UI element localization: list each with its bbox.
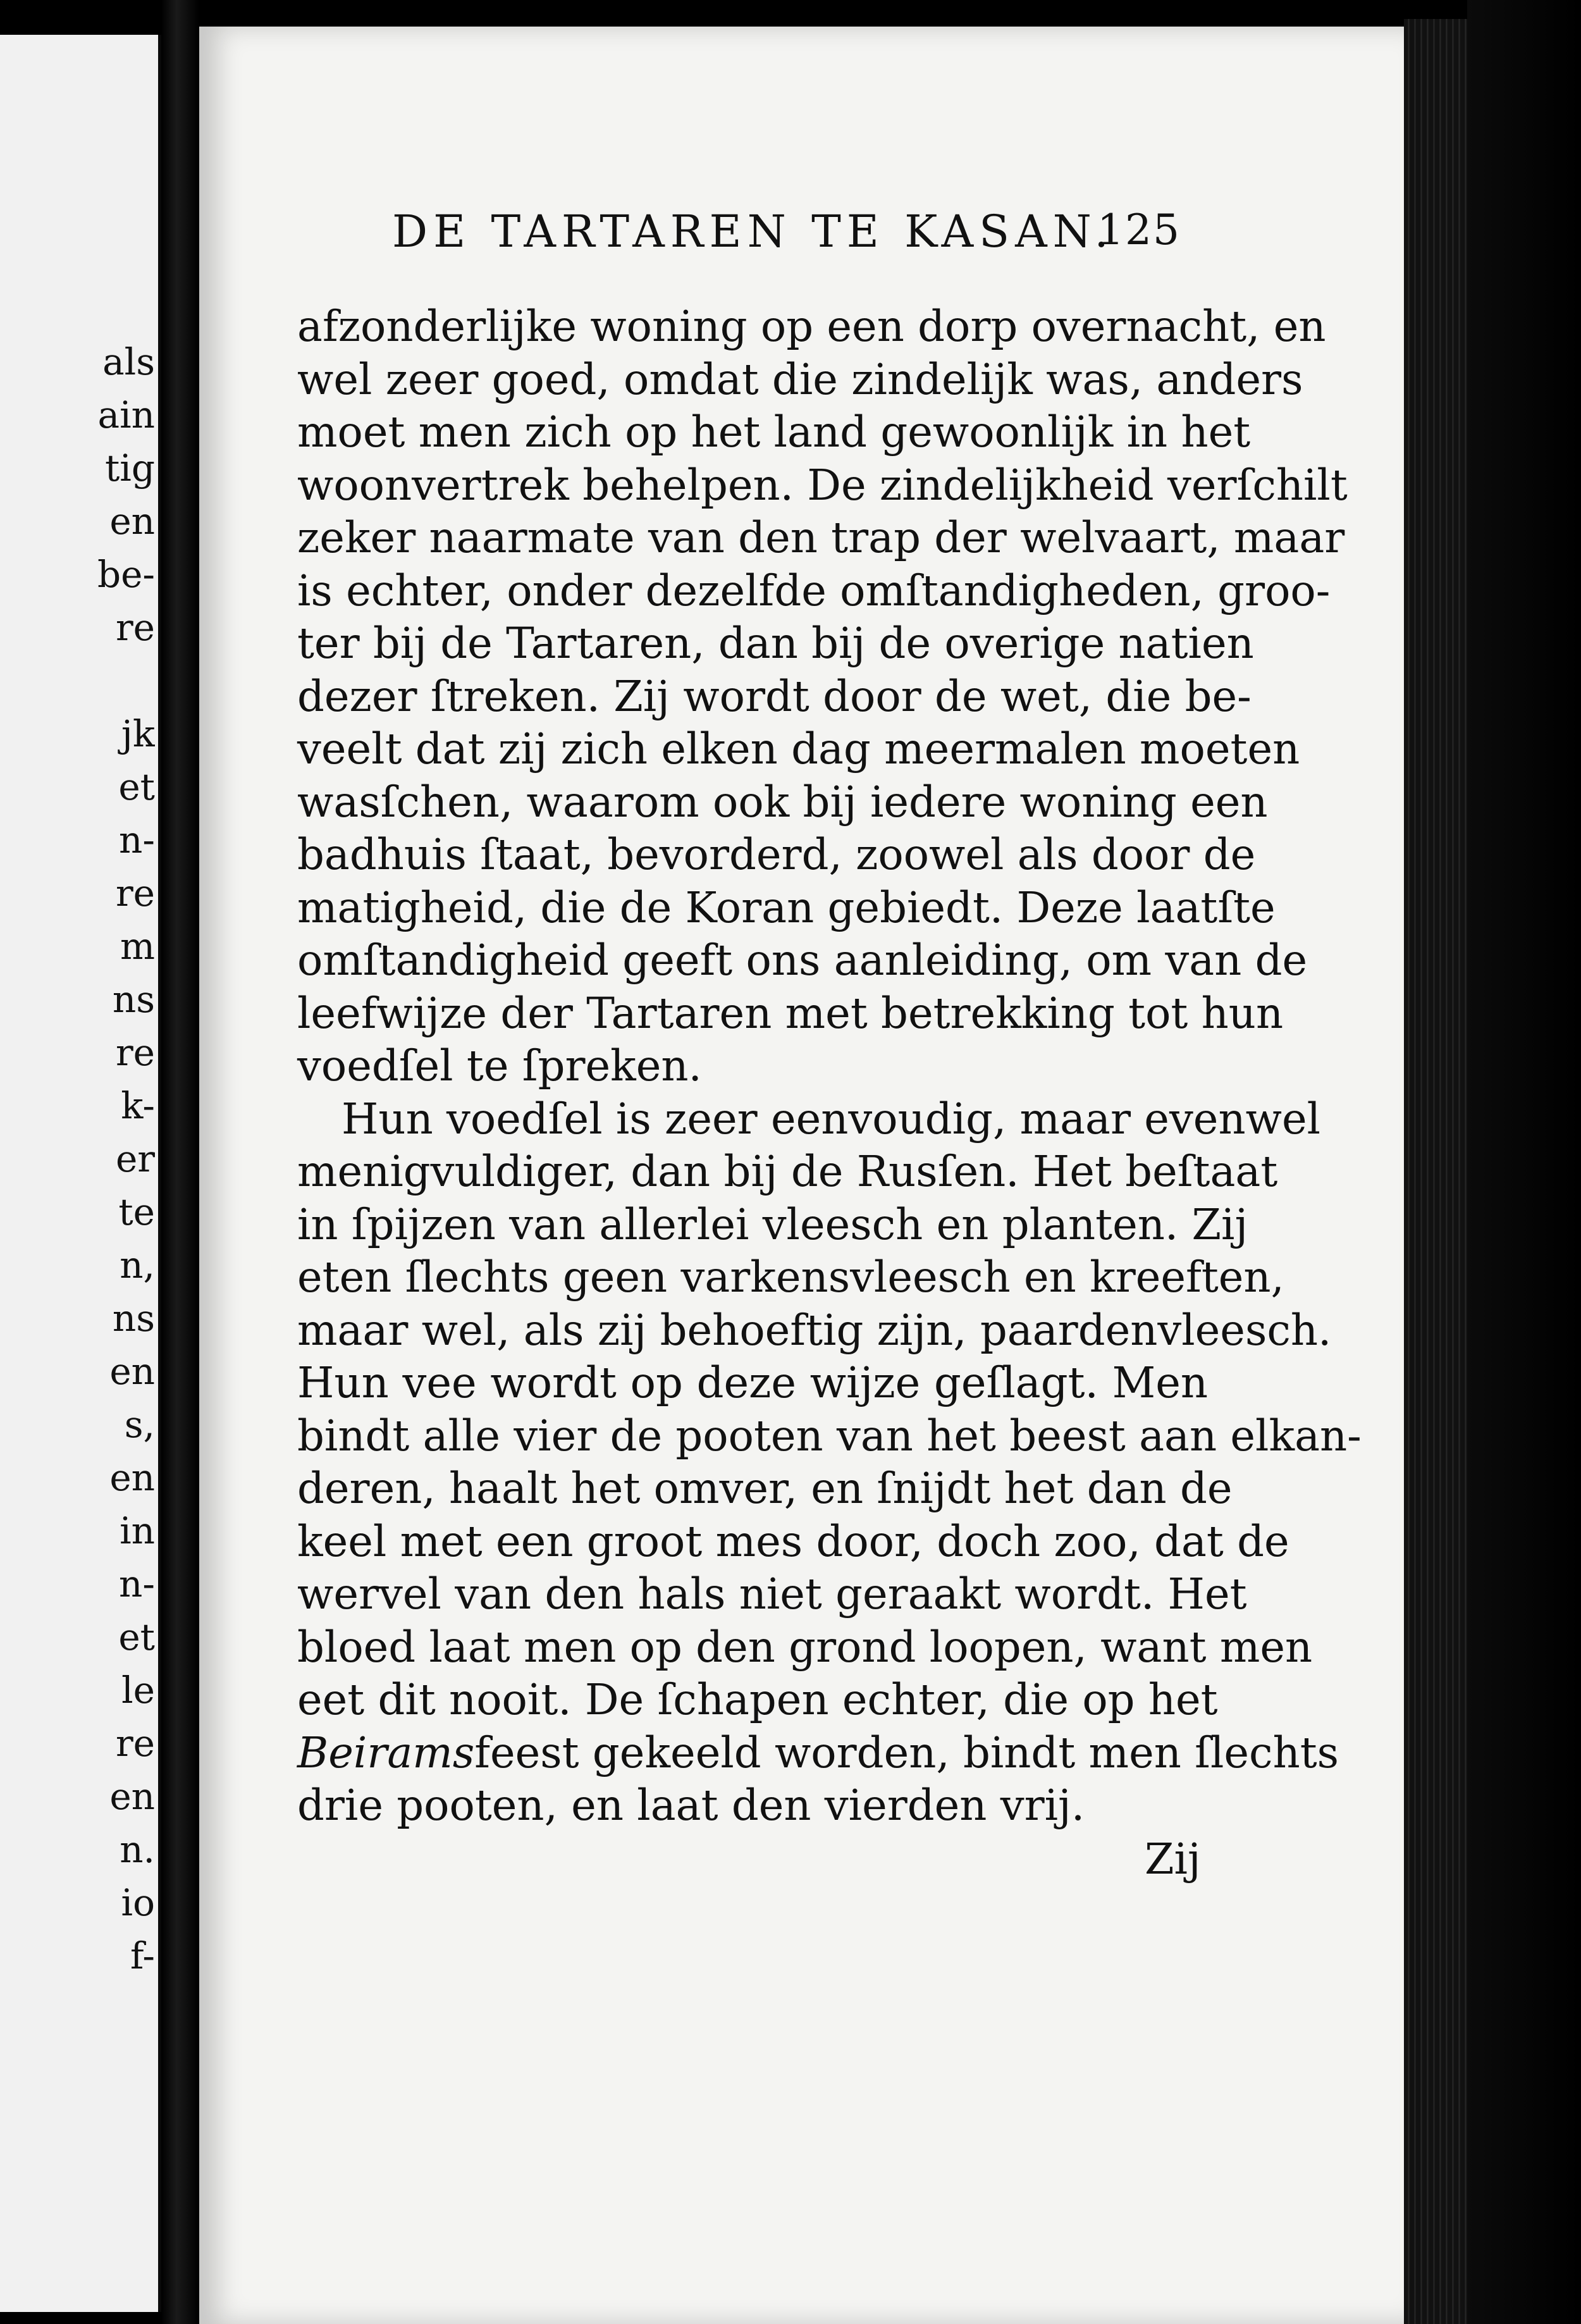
text-line-with-italic [297, 1727, 1339, 1780]
book-gutter [161, 0, 199, 2324]
facing-line: re [115, 1722, 155, 1765]
facing-line: io [121, 1881, 155, 1924]
text-line: badhuis ſtaat, bevorderd, zoowel als door de [297, 830, 1256, 879]
facing-line: en [109, 1775, 155, 1818]
facing-line: le [121, 1669, 155, 1712]
facing-line: et [118, 765, 155, 808]
text-line: leefwijze der Tartaren met betrekking tot hun [297, 988, 1284, 1038]
catchword: Zij [1145, 1834, 1201, 1884]
facing-line: in [120, 1509, 155, 1552]
facing-page [0, 35, 164, 2312]
facing-line: te [118, 1190, 155, 1233]
running-head: DE TARTAREN TE KASAN. [392, 206, 1114, 257]
facing-line: ns [112, 978, 155, 1021]
text-line: wel zeer goed, omdat die zindelijk was, anders [297, 354, 1303, 404]
text-line: omſtandigheid geeft ons aanleiding, om van de [297, 936, 1308, 985]
text-line: dezer ſtreken. Zij wordt door de wet, die be- [297, 671, 1252, 721]
facing-line: tig [105, 447, 155, 490]
facing-line: n. [120, 1828, 155, 1871]
facing-line: be- [97, 553, 155, 596]
text-line: eet dit nooit. De ſchapen echter, die op het [297, 1675, 1218, 1724]
facing-line: s, [124, 1403, 155, 1446]
text-line: keel met een groot mes door, doch zoo, dat de [297, 1516, 1289, 1566]
text-line: drie pooten, en laat den vierden vrij. [297, 1781, 1085, 1830]
text-line: veelt dat zij zich elken dag meermalen moeten [297, 724, 1300, 774]
text-line: Hun vee wordt op deze wijze geſlagt. Men [297, 1358, 1208, 1407]
facing-page-text [0, 335, 155, 1982]
facing-line [0, 654, 155, 707]
text-line: afzonderlijke woning op een dorp overnacht, en [297, 302, 1326, 351]
text-line: matigheid, die de Koran gebiedt. Deze laatſte [297, 882, 1276, 932]
text-line: in ſpijzen van allerlei vleesch en planten. Zij [297, 1199, 1248, 1249]
facing-line: en [109, 1456, 155, 1499]
facing-line: ns [112, 1297, 155, 1340]
page-number: 125 [1097, 206, 1181, 254]
body-text [297, 300, 1362, 1833]
facing-line: n- [119, 1562, 155, 1605]
facing-line: er [115, 1137, 155, 1180]
text-line: eten ſlechts geen varkensvleesch en kreeften, [297, 1252, 1284, 1302]
text-line: zeker naarmate van den trap der welvaart, maar [297, 513, 1345, 562]
facing-line: als [102, 340, 155, 383]
facing-line: re [115, 606, 155, 649]
facing-line: re [115, 872, 155, 915]
facing-line: jk [121, 712, 155, 755]
facing-line: ain [97, 393, 155, 436]
facing-line: re [115, 1031, 155, 1074]
text-line: woonvertrek behelpen. De zindelijkheid verſchilt [297, 460, 1348, 510]
text-line: is echter, onder dezelfde omſtandigheden, groo- [297, 566, 1331, 615]
book-spine-shadow [1467, 0, 1581, 2324]
text-line: moet men zich op het land gewoonlijk in het [297, 407, 1251, 457]
text-line: menigvuldiger, dan bij de Rusſen. Het beſtaat [297, 1147, 1278, 1196]
facing-line: en [109, 1350, 155, 1393]
facing-line: m [120, 925, 155, 968]
facing-line: n- [119, 819, 155, 862]
italic-word: Beirams [297, 1728, 475, 1777]
facing-line: f- [130, 1934, 155, 1977]
facing-line: en [109, 500, 155, 543]
text-line: wasſchen, waarom ook bij iedere woning een [297, 777, 1268, 827]
text-line: deren, haalt het omver, en ſnijdt het dan de [297, 1464, 1233, 1513]
text-line-rest: feest gekeeld worden, bindt men ſlechts [474, 1728, 1339, 1777]
text-line: ter bij de Tartaren, dan bij de overige natien [297, 619, 1254, 668]
text-line: Hun voedſel is zeer eenvoudig, maar evenwel [341, 1094, 1321, 1144]
text-line: voedſel te ſpreken. [297, 1041, 702, 1091]
text-line: bindt alle vier de pooten van het beest aan elkan- [297, 1411, 1362, 1461]
facing-line: k- [121, 1084, 155, 1127]
text-line: wervel van den hals niet geraakt wordt. Het [297, 1569, 1247, 1619]
text-line: bloed laat men op den grond loopen, want men [297, 1622, 1313, 1672]
text-line: maar wel, als zij behoeftig zijn, paardenvleesch. [297, 1305, 1332, 1355]
facing-line: et [118, 1616, 155, 1659]
facing-line: n, [120, 1244, 155, 1287]
